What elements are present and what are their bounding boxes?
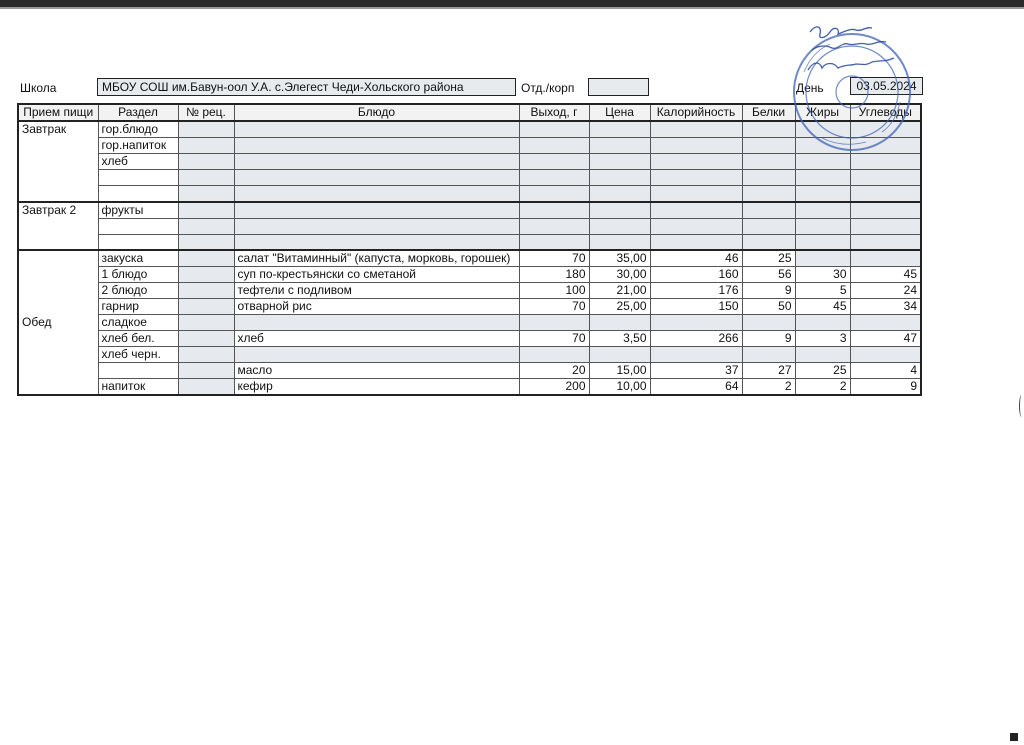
approval-stamp	[782, 12, 932, 158]
dish-cell	[234, 218, 519, 234]
section-cell	[98, 186, 178, 202]
fat-cell	[795, 250, 850, 267]
table-row	[18, 363, 921, 379]
col-carbs: Углеводы	[850, 104, 921, 121]
table-row	[18, 218, 921, 234]
section-cell: 1 блюдо	[98, 267, 178, 283]
recipe-cell	[178, 267, 234, 283]
carbs-cell: 4	[850, 363, 921, 379]
fat-cell: 2	[795, 379, 850, 396]
recipe-cell	[178, 202, 234, 219]
col-fat: Жиры	[795, 104, 850, 121]
kcal-cell	[650, 186, 742, 202]
weight-cell: 200	[519, 379, 589, 396]
price-cell	[589, 170, 650, 186]
kcal-cell: 46	[650, 250, 742, 267]
weight-cell	[519, 138, 589, 154]
scan-top-edge-shadow	[0, 7, 1024, 9]
carbs-cell: 9	[850, 379, 921, 396]
protein-cell: 9	[742, 331, 795, 347]
section-cell: хлеб черн.	[98, 347, 178, 363]
col-price: Цена	[589, 104, 650, 121]
scan-corner-mark	[1010, 733, 1018, 741]
kcal-cell: 64	[650, 379, 742, 396]
recipe-cell	[178, 379, 234, 396]
table-row	[18, 267, 921, 283]
dish-cell	[234, 121, 519, 138]
dish-cell	[234, 347, 519, 363]
fat-cell	[795, 170, 850, 186]
table-row	[18, 186, 921, 202]
table-row	[18, 347, 921, 363]
weight-cell: 20	[519, 363, 589, 379]
col-meal: Прием пищи	[18, 104, 98, 121]
fat-cell	[795, 234, 850, 250]
kcal-cell	[650, 218, 742, 234]
col-protein: Белки	[742, 104, 795, 121]
dish-cell	[234, 154, 519, 170]
recipe-cell	[178, 299, 234, 315]
section-cell: гор.напиток	[98, 138, 178, 154]
weight-cell	[519, 234, 589, 250]
weight-cell: 180	[519, 267, 589, 283]
carbs-cell	[850, 315, 921, 331]
dish-cell	[234, 186, 519, 202]
protein-cell	[742, 202, 795, 219]
weight-cell	[519, 170, 589, 186]
price-cell	[589, 202, 650, 219]
weight-cell: 70	[519, 331, 589, 347]
section-cell	[98, 218, 178, 234]
scan-top-edge	[0, 0, 1024, 7]
fat-cell: 45	[795, 299, 850, 315]
carbs-cell: 34	[850, 299, 921, 315]
price-cell: 30,00	[589, 267, 650, 283]
dish-cell	[234, 138, 519, 154]
fat-cell	[795, 218, 850, 234]
carbs-cell	[850, 186, 921, 202]
section-cell: напиток	[98, 379, 178, 396]
fat-cell	[795, 202, 850, 219]
kcal-cell	[650, 154, 742, 170]
recipe-cell	[178, 234, 234, 250]
price-cell: 21,00	[589, 283, 650, 299]
kcal-cell	[650, 347, 742, 363]
dept-value	[588, 78, 649, 96]
recipe-cell	[178, 170, 234, 186]
carbs-cell	[850, 250, 921, 267]
fat-cell: 3	[795, 331, 850, 347]
price-cell: 3,50	[589, 331, 650, 347]
table-row	[18, 299, 921, 315]
fat-cell	[795, 315, 850, 331]
recipe-cell	[178, 186, 234, 202]
recipe-cell	[178, 218, 234, 234]
recipe-cell	[178, 283, 234, 299]
dish-cell	[234, 234, 519, 250]
fat-cell: 25	[795, 363, 850, 379]
price-cell	[589, 186, 650, 202]
dish-cell: хлеб	[234, 331, 519, 347]
section-cell: закуска	[98, 250, 178, 267]
price-cell: 35,00	[589, 250, 650, 267]
col-dish: Блюдо	[234, 104, 519, 121]
kcal-cell: 176	[650, 283, 742, 299]
recipe-cell	[178, 315, 234, 331]
dish-cell	[234, 202, 519, 219]
kcal-cell	[650, 138, 742, 154]
col-kcal: Калорийность	[650, 104, 742, 121]
section-cell: фрукты	[98, 202, 178, 219]
section-cell: 2 блюдо	[98, 283, 178, 299]
kcal-cell	[650, 170, 742, 186]
fat-cell: 5	[795, 283, 850, 299]
recipe-cell	[178, 138, 234, 154]
weight-cell	[519, 186, 589, 202]
dish-cell: отварной рис	[234, 299, 519, 315]
carbs-cell	[850, 218, 921, 234]
carbs-cell	[850, 347, 921, 363]
kcal-cell: 266	[650, 331, 742, 347]
weight-cell	[519, 347, 589, 363]
table-row	[18, 202, 921, 219]
section-cell: гарнир	[98, 299, 178, 315]
table-row	[18, 170, 921, 186]
weight-cell	[519, 218, 589, 234]
recipe-cell	[178, 154, 234, 170]
protein-cell	[742, 170, 795, 186]
recipe-cell	[178, 347, 234, 363]
menu-table-body	[18, 121, 921, 395]
carbs-cell: 24	[850, 283, 921, 299]
price-cell	[589, 315, 650, 331]
section-cell: хлеб	[98, 154, 178, 170]
fat-cell	[795, 186, 850, 202]
protein-cell: 25	[742, 250, 795, 267]
carbs-cell: 47	[850, 331, 921, 347]
fat-cell	[795, 347, 850, 363]
section-cell	[98, 363, 178, 379]
recipe-cell	[178, 121, 234, 138]
price-cell	[589, 347, 650, 363]
price-cell: 10,00	[589, 379, 650, 396]
dish-cell: тефтели с подливом	[234, 283, 519, 299]
protein-cell: 9	[742, 283, 795, 299]
weight-cell: 100	[519, 283, 589, 299]
school-label: Школа	[20, 81, 57, 95]
table-row	[18, 250, 921, 267]
price-cell	[589, 234, 650, 250]
protein-cell: 27	[742, 363, 795, 379]
weight-cell	[519, 121, 589, 138]
protein-cell	[742, 347, 795, 363]
dish-cell	[234, 315, 519, 331]
weight-cell: 70	[519, 250, 589, 267]
recipe-cell	[178, 250, 234, 267]
table-row	[18, 283, 921, 299]
dept-label: Отд./корп	[521, 81, 575, 95]
col-weight: Выход, г	[519, 104, 589, 121]
dish-cell: салат "Витаминный" (капуста, морковь, горошек)	[234, 250, 519, 267]
weight-cell	[519, 154, 589, 170]
table-row	[18, 379, 921, 396]
protein-cell	[742, 186, 795, 202]
carbs-cell	[850, 170, 921, 186]
price-cell: 25,00	[589, 299, 650, 315]
meal-cell: Завтрак	[18, 121, 98, 202]
kcal-cell: 37	[650, 363, 742, 379]
recipe-cell	[178, 363, 234, 379]
dish-cell: кефир	[234, 379, 519, 396]
section-cell	[98, 170, 178, 186]
table-row	[18, 331, 921, 347]
school-value: МБОУ СОШ им.Бавун-оол У.А. с.Элегест Чеди-Хольского района	[97, 78, 516, 96]
section-cell: сладкое	[98, 315, 178, 331]
fat-cell: 30	[795, 267, 850, 283]
kcal-cell: 160	[650, 267, 742, 283]
meal-cell: Завтрак 2	[18, 202, 98, 251]
section-cell: хлеб бел.	[98, 331, 178, 347]
col-section: Раздел	[98, 104, 178, 121]
scan-edge-mark	[1019, 395, 1024, 417]
price-cell: 15,00	[589, 363, 650, 379]
price-cell	[589, 138, 650, 154]
protein-cell: 50	[742, 299, 795, 315]
meal-cell: Обед	[18, 250, 98, 395]
protein-cell: 56	[742, 267, 795, 283]
price-cell	[589, 154, 650, 170]
section-cell	[98, 234, 178, 250]
kcal-cell: 150	[650, 299, 742, 315]
weight-cell	[519, 315, 589, 331]
kcal-cell	[650, 315, 742, 331]
kcal-cell	[650, 202, 742, 219]
day-value: 03.05.2024	[850, 77, 923, 95]
price-cell	[589, 121, 650, 138]
section-cell: гор.блюдо	[98, 121, 178, 138]
kcal-cell	[650, 234, 742, 250]
day-label: День	[796, 81, 824, 95]
table-row	[18, 315, 921, 331]
kcal-cell	[650, 121, 742, 138]
dish-cell: суп по-крестьянски со сметаной	[234, 267, 519, 283]
protein-cell	[742, 234, 795, 250]
dish-cell	[234, 170, 519, 186]
protein-cell	[742, 315, 795, 331]
col-recipe: № рец.	[178, 104, 234, 121]
weight-cell	[519, 202, 589, 219]
protein-cell: 2	[742, 379, 795, 396]
dish-cell: масло	[234, 363, 519, 379]
carbs-cell: 45	[850, 267, 921, 283]
recipe-cell	[178, 331, 234, 347]
weight-cell: 70	[519, 299, 589, 315]
carbs-cell	[850, 202, 921, 219]
protein-cell	[742, 218, 795, 234]
table-row	[18, 234, 921, 250]
price-cell	[589, 218, 650, 234]
carbs-cell	[850, 234, 921, 250]
